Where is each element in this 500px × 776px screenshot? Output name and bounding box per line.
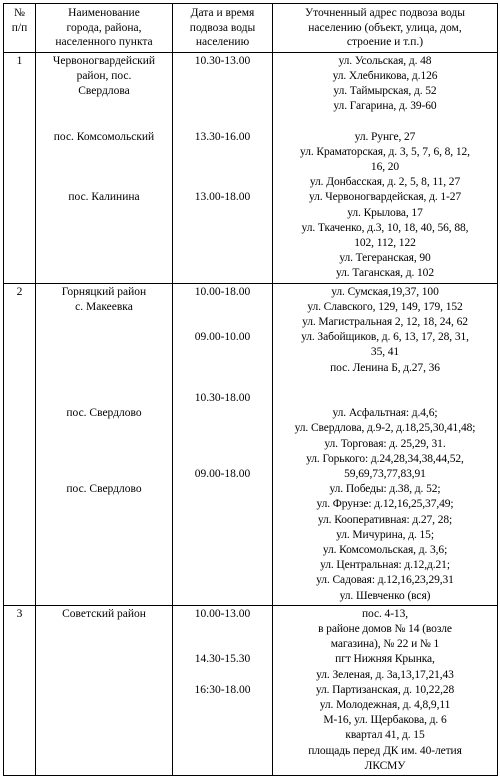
row-number-cell <box>4 283 36 605</box>
address-line <box>275 114 495 129</box>
datetime-line: 09.00-10.00 <box>194 331 251 344</box>
address-line: магазина), № 22 и № 1 <box>330 638 440 651</box>
datetime-line: 10.30-18.00 <box>194 391 251 404</box>
row-number: 3 <box>16 607 23 620</box>
address-line: ул. Победы: д.38, д. 52; <box>329 483 441 496</box>
datetime-cell <box>173 283 273 605</box>
row-number-cell <box>4 52 36 283</box>
address-line: пгт Нижняя Крынка, <box>335 653 435 666</box>
locality-line: пос. Комсомольский <box>53 130 155 143</box>
locality-cell <box>36 283 173 605</box>
address-line: ул. Торговая: д. 25,29, 31. <box>324 437 446 450</box>
datetime-line: 10.00-13.00 <box>194 607 251 620</box>
address-line: ул. Комсомольская, д. 3,6; <box>322 543 448 556</box>
header-locality: Наименование города, района, населенного пункта <box>36 4 173 53</box>
address-line: ул. Хлебникова, д.126 <box>332 69 438 82</box>
locality-line: пос. Свердлово <box>66 483 142 496</box>
locality-line: пос. Калинина <box>68 191 140 204</box>
address-line: ул. Усольская, д. 48 <box>338 54 432 67</box>
table-row <box>4 605 498 775</box>
locality-line: пос. Свердлово <box>66 407 142 420</box>
table-row <box>4 283 498 605</box>
address-line: пос. 4-13, <box>362 607 408 620</box>
address-line: ул. Молодежная, д. 4,8,9,11 <box>319 698 451 711</box>
header-address: Уточненный адрес подвоза воды населению (объект, улица, дом, строение и т.п.) <box>273 4 498 53</box>
address-line: ул. Червоногвардейская, д. 1-27 <box>308 191 462 204</box>
address-line: ул. Рунге, 27 <box>354 130 416 143</box>
datetime-cell <box>173 605 273 775</box>
address-line <box>275 376 495 391</box>
address-line: ул. Крылова, 17 <box>347 206 423 219</box>
address-line: квартал 41, д. 15 <box>345 729 425 742</box>
header-datetime: Дата и время подвоза воды населению <box>173 4 273 53</box>
address-line: ул. Таганская, д. 102 <box>336 267 434 280</box>
header-row <box>4 4 498 53</box>
address-line: в районе домов № 14 (возле <box>318 622 452 635</box>
datetime-line: 10.30-13.00 <box>194 54 251 67</box>
locality-line: Червоногвардейский <box>52 54 156 67</box>
address-line: ул. Забойщиков, д. 6, 13, 17, 28, 31, <box>301 331 469 344</box>
address-line <box>275 391 495 406</box>
datetime-line: 10.00-18.00 <box>194 285 251 298</box>
locality-cell <box>36 52 173 283</box>
address-line: ул. Свердлова, д.9-2, д.18,25,30,41,48; <box>294 422 476 435</box>
address-cell <box>273 605 498 775</box>
address-line: пос. Ленина Б, д.27, 36 <box>330 361 440 374</box>
row-number-cell <box>4 605 36 775</box>
header-number: № п/п <box>4 4 36 53</box>
locality-cell <box>36 605 173 775</box>
address-line: ул. Краматорская, д. 3, 5, 7, 6, 8, 12, <box>300 145 470 158</box>
datetime-line: 13.30-16.00 <box>194 130 251 143</box>
table-row <box>4 52 498 283</box>
address-line: ул. Магистральная 2, 12, 18, 24, 62 <box>302 315 468 328</box>
datetime-line: 14.30-15.30 <box>194 653 251 666</box>
datetime-line: 16:30-18.00 <box>194 683 251 696</box>
address-line: ЛКСМУ <box>364 759 406 772</box>
datetime-cell <box>173 52 273 283</box>
datetime-line: 09.00-18.00 <box>194 467 251 480</box>
address-line: ул. Фрунзе: д.12,16,25,37,49; <box>316 498 454 511</box>
address-line: 59,69,73,77,83,91 <box>344 467 426 480</box>
address-line: ул. Асфальтная: д.4,6; <box>332 407 438 420</box>
locality-line: район, пос. <box>76 69 132 82</box>
row-number: 2 <box>16 285 23 298</box>
address-cell <box>273 283 498 605</box>
address-line: ул. Горького: д.24,28,34,38,44,52, <box>306 452 464 465</box>
address-line: ул. Тегеранская, 90 <box>339 252 431 265</box>
address-line: М-16, ул. Щербакова, д. 6 <box>323 714 447 727</box>
address-line: ул. Центральная: д.12,д.21; <box>320 559 450 572</box>
locality-line: Горняцкий район <box>61 285 147 298</box>
address-line: ул. Зеленая, д. 3а,13,17,21,43 <box>316 668 454 681</box>
address-line: ул. Партизанская, д. 10,22,28 <box>315 683 455 696</box>
address-line: ул. Сумская,19,37, 100 <box>331 285 439 298</box>
locality-line: с. Макеевка <box>75 300 133 313</box>
address-line: ул. Таймырская, д. 52 <box>333 84 437 97</box>
address-line: 16, 20 <box>370 160 400 173</box>
datetime-line: 13.00-18.00 <box>194 191 251 204</box>
address-line: ул. Шевченко (вся) <box>339 589 431 602</box>
address-line: ул. Ткаченко, д.3, 10, 18, 40, 56, 88, <box>301 221 469 234</box>
address-line: 102, 112, 122 <box>354 236 416 249</box>
water-delivery-table <box>3 3 498 776</box>
address-line: ул. Мичурина, д. 15; <box>336 528 434 541</box>
address-cell <box>273 52 498 283</box>
address-line: площадь перед ДК им. 40-летия <box>308 744 462 757</box>
address-line: ул. Садовая: д.12,16,23,29,31 <box>316 574 454 587</box>
locality-line: Свердлова <box>78 84 130 97</box>
row-number: 1 <box>16 54 23 67</box>
locality-line: Советский район <box>62 607 146 620</box>
address-line: ул. Донбасская, д. 2, 5, 8, 11, 27 <box>309 176 461 189</box>
address-line: ул. Кооперативная: д.27, 28; <box>317 513 453 526</box>
address-line: ул. Славского, 129, 149, 179, 152 <box>307 300 463 313</box>
address-line: ул. Гагарина, д. 39-60 <box>333 100 437 113</box>
address-line: 35, 41 <box>370 346 400 359</box>
